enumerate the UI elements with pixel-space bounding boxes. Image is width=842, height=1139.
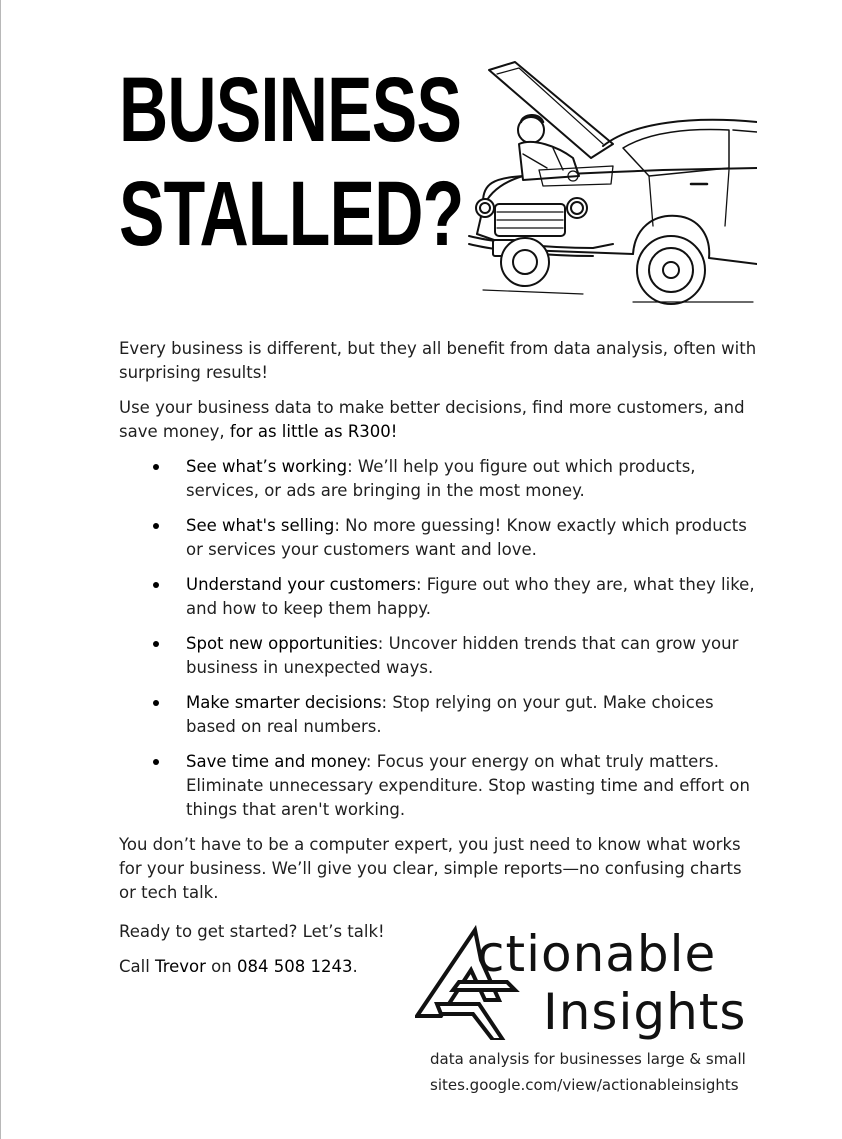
contact-suffix: . — [352, 957, 358, 976]
headline-line-2: STALLED? — [119, 163, 464, 265]
list-item — [119, 632, 759, 680]
contact-line — [119, 955, 385, 979]
benefit-text: : We’ll help you figure out which products, services, or ads are bringing in the most money. — [186, 457, 696, 500]
benefit-title: See what’s working — [186, 457, 348, 476]
contact-on: on — [205, 957, 237, 976]
list-item — [119, 691, 759, 739]
benefit-title: Save time and money — [186, 752, 366, 771]
website-url: sites.google.com/view/actionableinsights — [430, 1076, 739, 1094]
call-to-action: Ready to get started? Let’s talk! — [119, 922, 385, 941]
offer-price: for as little as R300! — [229, 422, 398, 441]
phone-number: 084 508 1243 — [236, 957, 353, 976]
logo-wordmark-line-1: ctionable — [477, 925, 717, 983]
benefit-text: : Uncover hidden trends that can grow your business in unexpected ways. — [186, 634, 739, 677]
benefit-title: Spot new opportunities — [186, 634, 378, 653]
offer-text: Use your business data to make better decisions, find more customers, and save money, — [119, 398, 745, 441]
list-item — [119, 750, 759, 822]
list-item — [119, 514, 759, 562]
benefit-title: Make smarter decisions — [186, 693, 382, 712]
closing-paragraph: You don’t have to be a computer expert, you just need to know what works for your business. We’ll give you clear, simple reports—no confusing charts or tech talk. — [119, 835, 742, 902]
benefit-text: : Stop relying on your gut. Make choices based on real numbers. — [186, 693, 714, 736]
benefit-title: See what's selling — [186, 516, 335, 535]
contact-block — [119, 920, 385, 990]
list-item — [119, 455, 759, 503]
actionable-insights-logo — [415, 920, 755, 1100]
headline-line-1: BUSINESS — [119, 59, 462, 161]
offer-paragraph — [119, 396, 759, 444]
list-item — [119, 573, 759, 621]
contact-name: Trevor — [155, 957, 206, 976]
intro-paragraph: Every business is different, but they all benefit from data analysis, often with surprising results! — [119, 339, 757, 382]
benefit-title: Understand your customers — [186, 575, 416, 594]
benefit-text: : Figure out who they are, what they like, and how to keep them happy. — [186, 575, 755, 618]
benefit-text: : Focus your energy on what truly matters. Eliminate unnecessary expenditure. Stop wasting time and effort on things that aren't working. — [186, 752, 750, 819]
call-prefix: Call — [119, 957, 156, 976]
headline — [119, 58, 464, 266]
logo-tagline: data analysis for businesses large & small — [430, 1050, 746, 1068]
benefit-text: : No more guessing! Know exactly which products or services your customers want and love. — [186, 516, 747, 559]
car-with-open-hood-illustration — [463, 58, 757, 308]
logo-wordmark-line-2: Insights — [543, 983, 747, 1041]
body-copy — [119, 337, 759, 916]
benefits-list — [119, 455, 759, 822]
